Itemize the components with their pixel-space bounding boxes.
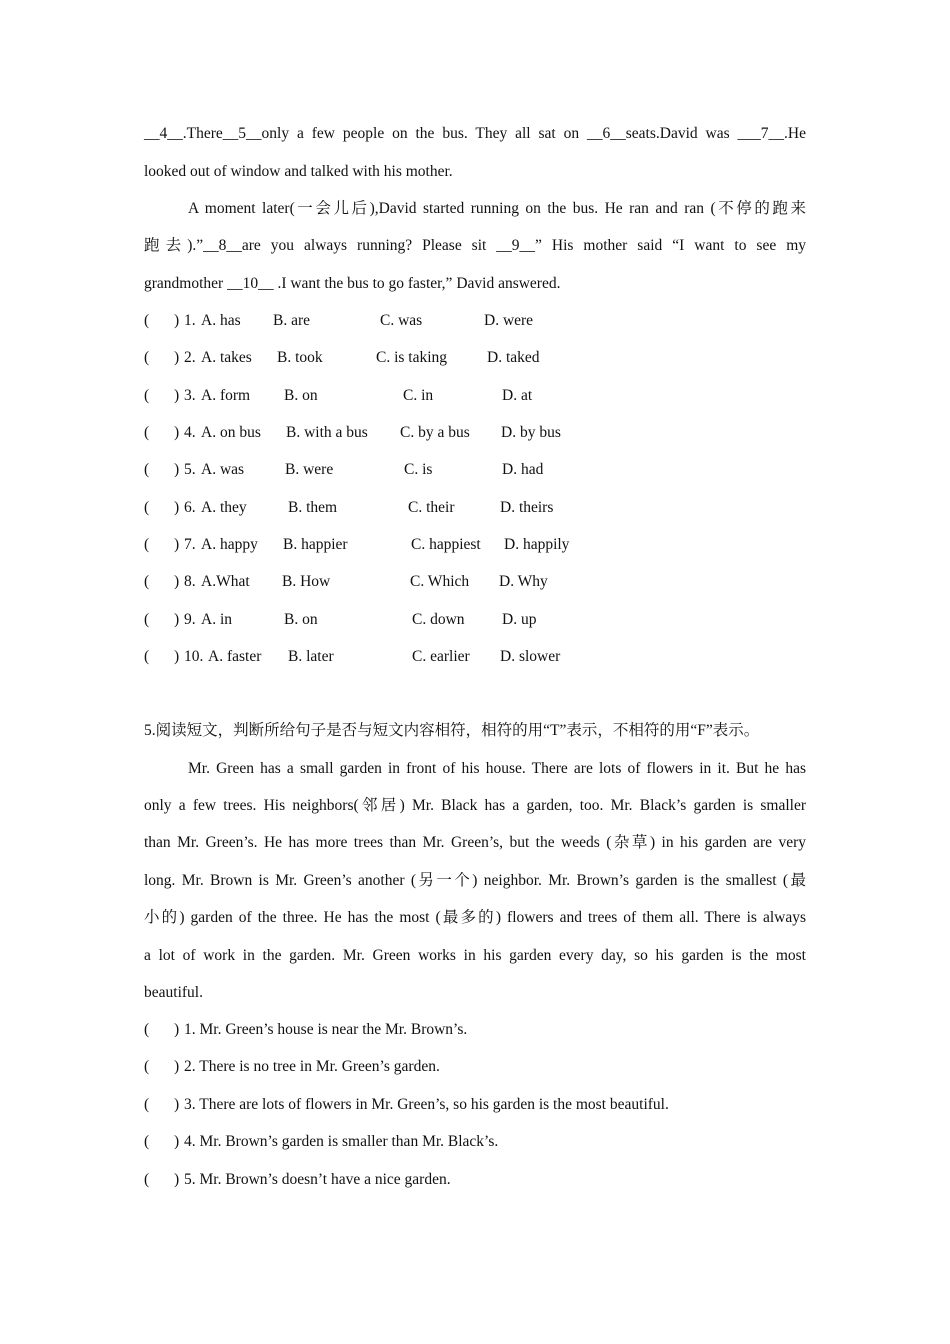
option-d: D. happily xyxy=(504,536,570,553)
option-a: A. on bus xyxy=(201,424,261,441)
question-number: 8. xyxy=(184,573,196,590)
option-c: C. is xyxy=(404,461,433,478)
answer-paren-open: ( xyxy=(144,1133,150,1150)
answer-paren-close: ) xyxy=(174,387,180,404)
passage2-line-7: beautiful. xyxy=(144,984,203,1001)
option-c: C. Which xyxy=(410,573,470,590)
passage1-line-1: __4__.There__5__only a few people on the bus. They all sat on __6__seats.David was ___7__.He xyxy=(144,125,806,142)
option-c: C. is taking xyxy=(376,349,448,366)
option-b: B. later xyxy=(288,648,334,665)
statement-text: 1. Mr. Green’s house is near the Mr. Brown’s. xyxy=(184,1021,468,1038)
passage2-line-2: only a few trees. His neighbors(邻居) Mr. Black has a garden, too. Mr. Black’s garden is smaller xyxy=(144,797,806,814)
answer-paren-close: ) xyxy=(174,312,180,329)
answer-paren-open: ( xyxy=(144,1171,150,1188)
answer-paren-open: ( xyxy=(144,349,150,366)
answer-paren-open: ( xyxy=(144,573,150,590)
answer-paren-open: ( xyxy=(144,1096,150,1113)
option-c: C. by a bus xyxy=(400,424,470,441)
question-number: 3. xyxy=(184,387,196,404)
answer-paren-open: ( xyxy=(144,424,150,441)
option-b: B. on xyxy=(284,611,318,628)
answer-paren-open: ( xyxy=(144,312,150,329)
answer-paren-close: ) xyxy=(174,1058,180,1075)
option-c: C. earlier xyxy=(412,648,470,665)
option-c: C. was xyxy=(380,312,423,329)
statement-text: 3. There are lots of flowers in Mr. Green’s, so his garden is the most beautiful. xyxy=(184,1096,669,1113)
option-d: D. were xyxy=(484,312,534,329)
option-a: A. has xyxy=(201,312,241,329)
passage1-line-4: 跑去).”__8__are you always running? Please sit __9__” His mother said “I want to see my xyxy=(144,237,806,254)
option-b: B. them xyxy=(288,499,338,516)
section5-instruction: 5.阅读短文，判断所给句子是否与短文内容相符，相符的用“T”表示，不相符的用“F”表示。 xyxy=(144,722,760,739)
passage2-line-5: 小的) garden of the three. He has the most (最多的) flowers and trees of them all. There is always xyxy=(144,909,806,926)
option-a: A. they xyxy=(201,499,247,516)
answer-paren-close: ) xyxy=(174,573,180,590)
option-a: A. in xyxy=(201,611,232,628)
passage1-line-2: looked out of window and talked with his mother. xyxy=(144,163,453,180)
option-b: B. were xyxy=(285,461,334,478)
passage2-line-3: than Mr. Green’s. He has more trees than Mr. Green’s, but the weeds (杂草) in his garden are very xyxy=(144,834,806,851)
answer-paren-close: ) xyxy=(174,648,180,665)
answer-paren-close: ) xyxy=(174,424,180,441)
question-number: 9. xyxy=(184,611,196,628)
option-d: D. at xyxy=(502,387,533,404)
passage1-line-5: grandmother __10__ .I want the bus to go faster,” David answered. xyxy=(144,275,561,292)
answer-paren-open: ( xyxy=(144,611,150,628)
question-number: 6. xyxy=(184,499,196,516)
option-b: B. took xyxy=(277,349,323,366)
option-a: A. form xyxy=(201,387,251,404)
answer-paren-close: ) xyxy=(174,1171,180,1188)
option-a: A. faster xyxy=(208,648,262,665)
option-c: C. in xyxy=(403,387,434,404)
answer-paren-close: ) xyxy=(174,461,180,478)
passage2-line-4: long. Mr. Brown is Mr. Green’s another (另一个) neighbor. Mr. Brown’s garden is the smallest (最 xyxy=(144,872,806,889)
statement-text: 2. There is no tree in Mr. Green’s garden. xyxy=(184,1058,440,1075)
option-a: A.What xyxy=(201,573,250,590)
answer-paren-close: ) xyxy=(174,499,180,516)
option-a: A. was xyxy=(201,461,245,478)
option-d: D. by bus xyxy=(501,424,561,441)
answer-paren-close: ) xyxy=(174,1133,180,1150)
answer-paren-close: ) xyxy=(174,349,180,366)
option-c: C. happiest xyxy=(411,536,481,553)
answer-paren-close: ) xyxy=(174,1096,180,1113)
answer-paren-close: ) xyxy=(174,536,180,553)
answer-paren-close: ) xyxy=(174,611,180,628)
question-number: 7. xyxy=(184,536,196,553)
option-d: D. theirs xyxy=(500,499,554,516)
answer-paren-open: ( xyxy=(144,648,150,665)
question-number: 5. xyxy=(184,461,196,478)
passage1-line-3: A moment later(一会儿后),David started running on the bus. He ran and ran (不停的跑来 xyxy=(188,200,806,217)
statement-text: 5. Mr. Brown’s doesn’t have a nice garden. xyxy=(184,1171,451,1188)
option-a: A. takes xyxy=(201,349,252,366)
answer-paren-open: ( xyxy=(144,499,150,516)
question-number: 2. xyxy=(184,349,196,366)
option-c: C. down xyxy=(412,611,465,628)
answer-paren-open: ( xyxy=(144,387,150,404)
answer-paren-open: ( xyxy=(144,1021,150,1038)
option-b: B. with a bus xyxy=(286,424,368,441)
answer-paren-open: ( xyxy=(144,1058,150,1075)
option-b: B. on xyxy=(284,387,318,404)
question-number: 1. xyxy=(184,312,196,329)
answer-paren-close: ) xyxy=(174,1021,180,1038)
option-d: D. slower xyxy=(500,648,561,665)
option-d: D. up xyxy=(502,611,537,628)
question-number: 4. xyxy=(184,424,196,441)
passage2-line-1: Mr. Green has a small garden in front of his house. There are lots of flowers in it. But he has xyxy=(188,760,806,777)
option-d: D. had xyxy=(502,461,544,478)
option-b: B. How xyxy=(282,573,331,590)
question-number: 10. xyxy=(184,648,204,665)
option-d: D. taked xyxy=(487,349,540,366)
option-b: B. happier xyxy=(283,536,348,553)
statement-text: 4. Mr. Brown’s garden is smaller than Mr. Black’s. xyxy=(184,1133,499,1150)
passage2-line-6: a lot of work in the garden. Mr. Green works in his garden every day, so his garden is the most xyxy=(144,947,806,964)
option-c: C. their xyxy=(408,499,455,516)
answer-paren-open: ( xyxy=(144,536,150,553)
option-b: B. are xyxy=(273,312,311,329)
answer-paren-open: ( xyxy=(144,461,150,478)
option-d: D. Why xyxy=(499,573,548,590)
option-a: A. happy xyxy=(201,536,258,553)
